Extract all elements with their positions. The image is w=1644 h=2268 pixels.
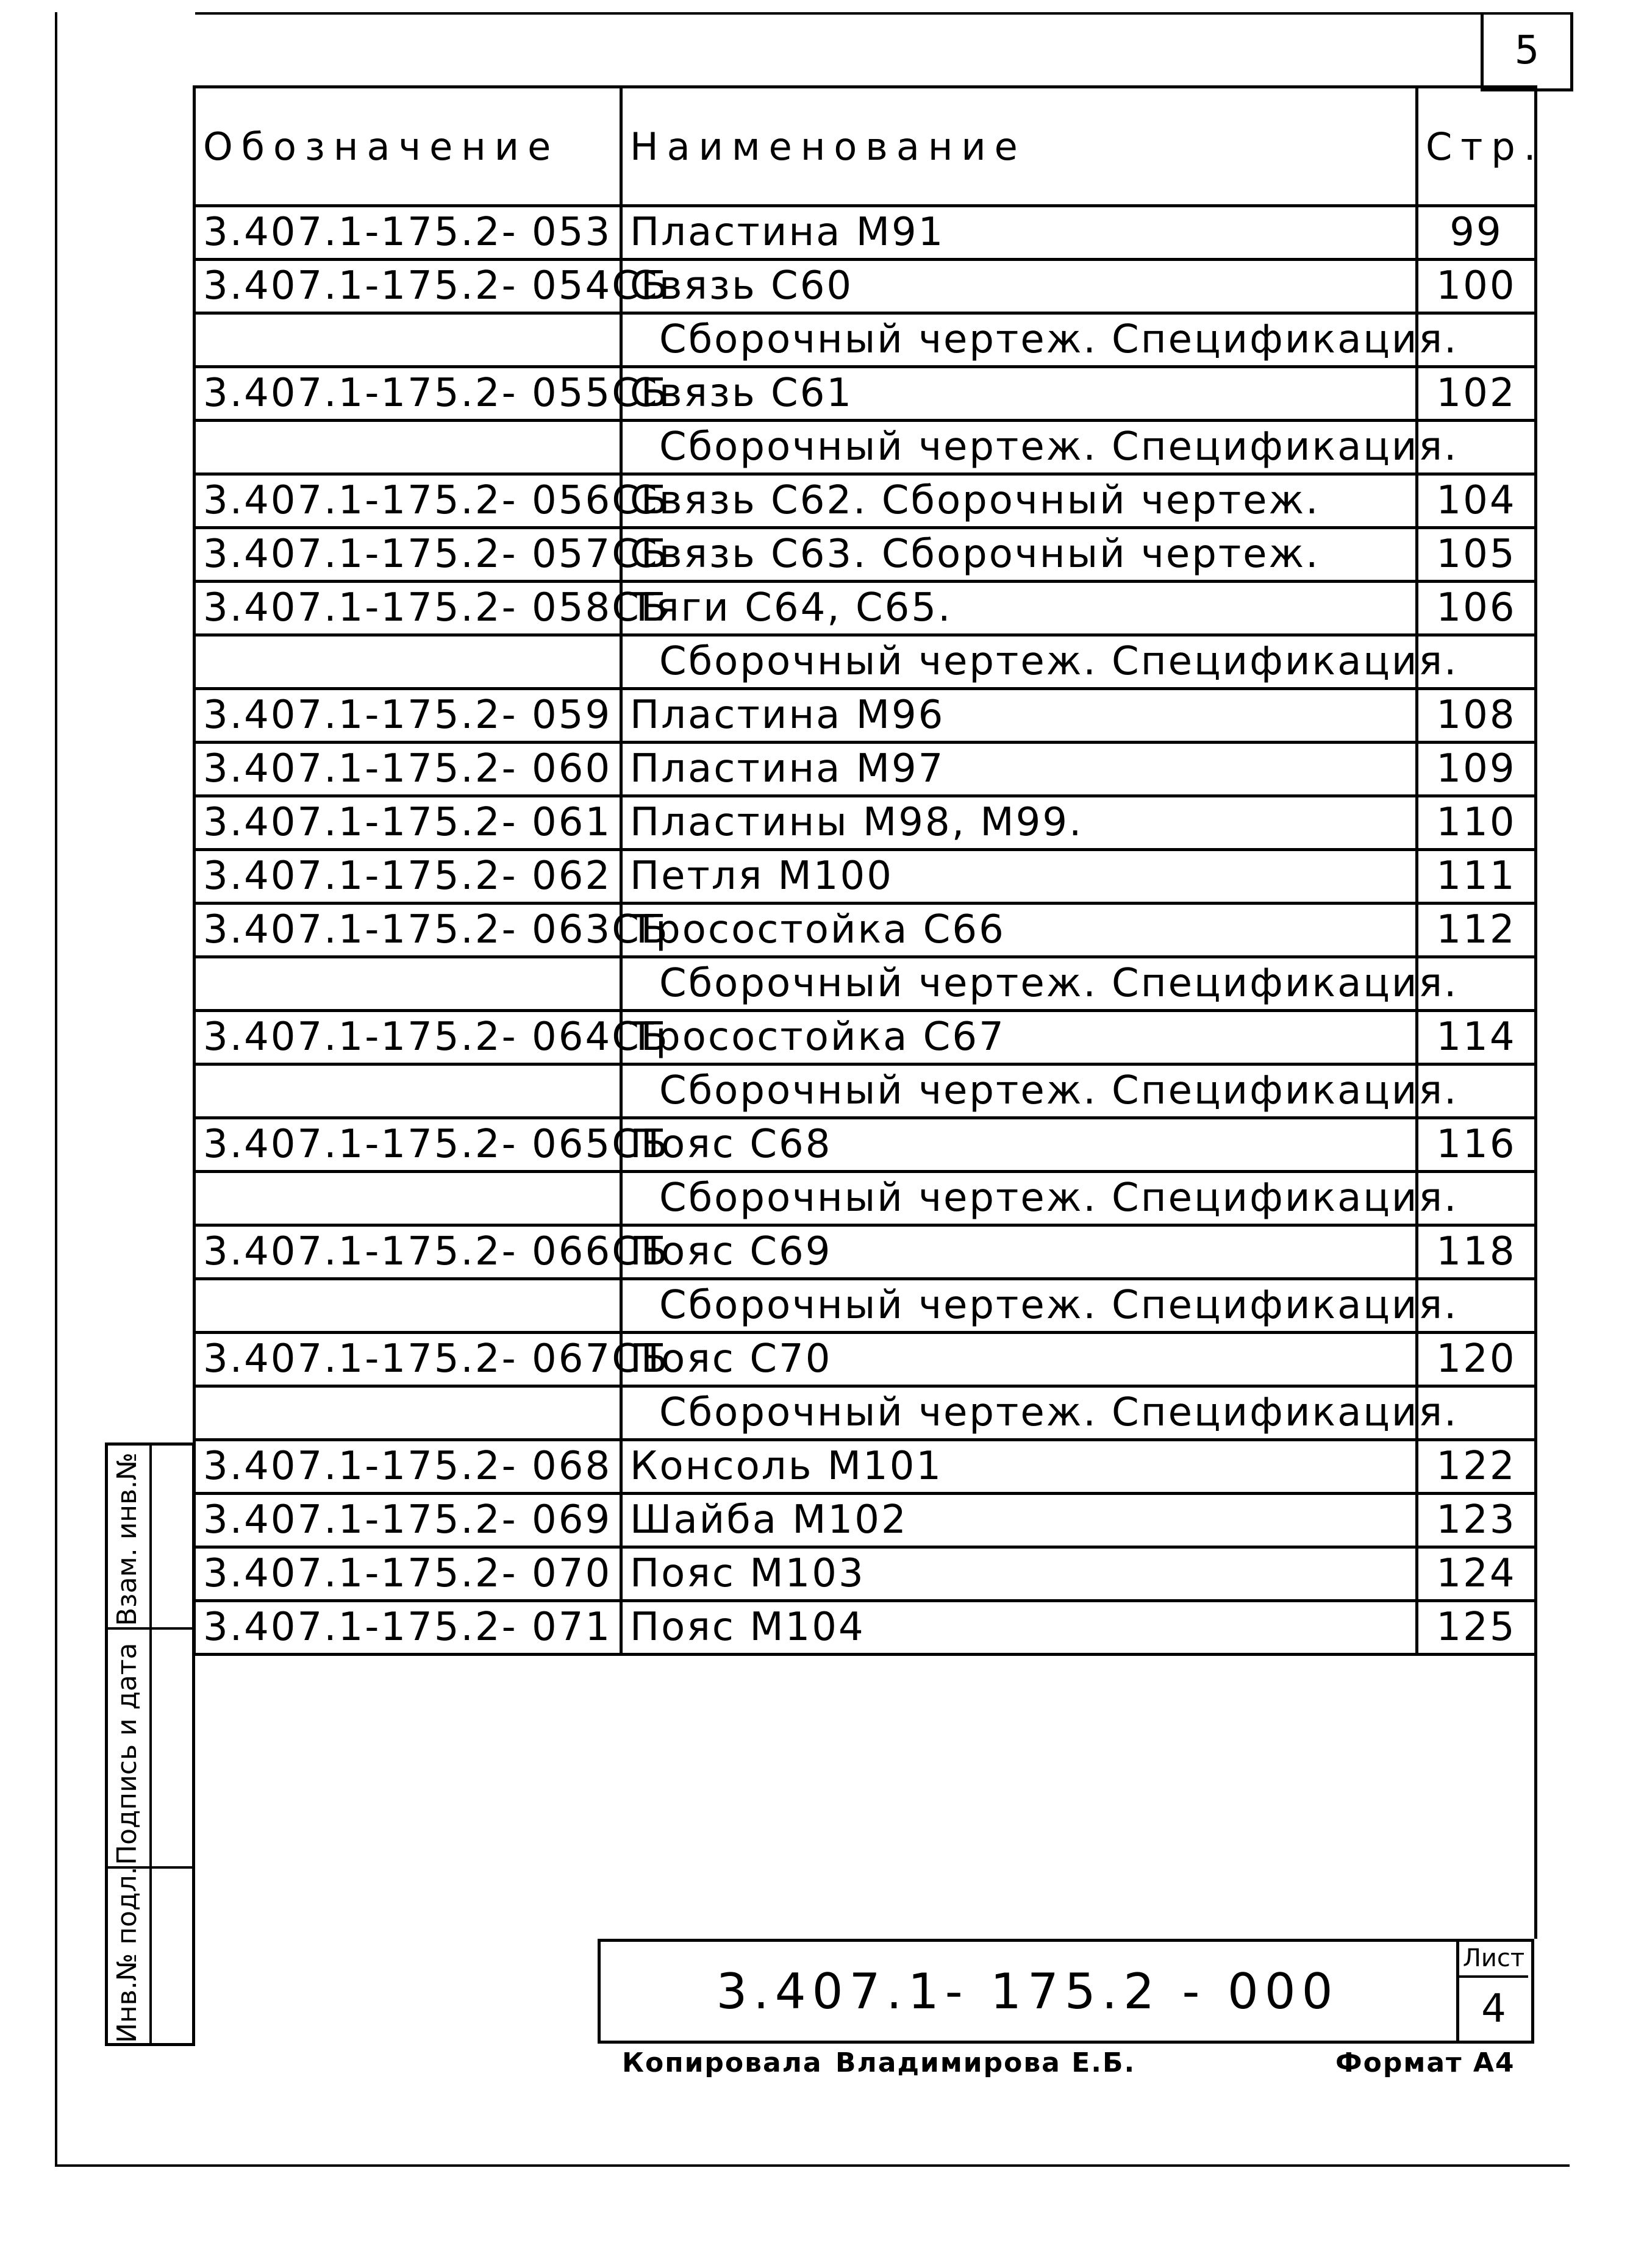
- row-page: 116: [1417, 1118, 1536, 1172]
- row-designation: [195, 957, 621, 1011]
- document-code: 3.407.1- 175.2 - 000: [716, 1963, 1339, 2020]
- table-row: [195, 1172, 1536, 1225]
- table-row: [195, 1279, 1536, 1333]
- row-page: 105: [1417, 528, 1536, 582]
- side-stamp-strip: [105, 1442, 195, 2046]
- page-number: 5: [1481, 12, 1573, 91]
- row-name: Петля М100: [621, 850, 1417, 904]
- table-row: [195, 1440, 1536, 1494]
- row-name: Сборочный чертеж. Спецификация.: [621, 635, 1417, 689]
- contents-table: [193, 85, 1545, 1656]
- row-designation: 3.407.1-175.2- 063СБ: [195, 904, 621, 957]
- row-designation: 3.407.1-175.2- 068: [195, 1440, 621, 1494]
- table-row: [195, 957, 1536, 1011]
- row-name: Пластина М97: [621, 743, 1417, 796]
- row-name: Тросостойка С66: [621, 904, 1417, 957]
- table-row: [195, 743, 1536, 796]
- table-row: [195, 1386, 1536, 1440]
- sheet-label: Лист: [1459, 1942, 1528, 1978]
- row-name: Сборочный чертеж. Спецификация.: [621, 1279, 1417, 1333]
- side-label-inv-replace: Взам. инв.№: [112, 1452, 143, 1626]
- row-page: 122: [1417, 1440, 1536, 1494]
- table-row: [195, 367, 1536, 421]
- row-designation: 3.407.1-175.2- 062: [195, 850, 621, 904]
- row-name: Шайба М102: [621, 1494, 1417, 1547]
- table-row: [195, 313, 1536, 367]
- row-name: Пояс С68: [621, 1118, 1417, 1172]
- row-designation: [195, 635, 621, 689]
- table-header-row: [195, 87, 1536, 206]
- header-name: Наименование: [621, 87, 1417, 206]
- side-label-sign-date: Подпись и дата: [112, 1642, 143, 1865]
- row-designation: 3.407.1-175.2- 056СБ: [195, 474, 621, 528]
- sheet-cell: [1456, 1942, 1531, 2041]
- table-row: [195, 421, 1536, 474]
- row-name: Сборочный чертеж. Спецификация.: [621, 421, 1417, 474]
- row-designation: 3.407.1-175.2- 054СБ: [195, 260, 621, 313]
- row-designation: 3.407.1-175.2- 058СБ: [195, 582, 621, 635]
- table-row: [195, 1333, 1536, 1386]
- table-row: [195, 689, 1536, 743]
- table-row: [195, 260, 1536, 313]
- row-name: Пояс М103: [621, 1547, 1417, 1601]
- row-name: Связь С63. Сборочный чертеж.: [621, 528, 1417, 582]
- row-name: Консоль М101: [621, 1440, 1417, 1494]
- row-designation: [195, 1279, 621, 1333]
- table-row: [195, 904, 1536, 957]
- header-designation: Обозначение: [195, 87, 621, 206]
- row-designation: 3.407.1-175.2- 069: [195, 1494, 621, 1547]
- format-label: Формат А4: [1335, 2047, 1515, 2078]
- row-name: Связь С61: [621, 367, 1417, 421]
- table-row: [195, 528, 1536, 582]
- row-page: 120: [1417, 1333, 1536, 1386]
- row-page: 100: [1417, 260, 1536, 313]
- row-designation: 3.407.1-175.2- 060: [195, 743, 621, 796]
- table-row: [195, 1011, 1536, 1064]
- row-designation: 3.407.1-175.2- 057СБ: [195, 528, 621, 582]
- row-name: Тяги С64, С65.: [621, 582, 1417, 635]
- table-row: [195, 206, 1536, 260]
- row-name: Пояс С70: [621, 1333, 1417, 1386]
- strip-divider: [149, 1446, 152, 2043]
- row-page: 110: [1417, 796, 1536, 850]
- row-name: Связь С62. Сборочный чертеж.: [621, 474, 1417, 528]
- row-name: Пластины М98, М99.: [621, 796, 1417, 850]
- row-name: Пояс С69: [621, 1225, 1417, 1279]
- row-designation: [195, 1386, 621, 1440]
- row-name: Пластина М91: [621, 206, 1417, 260]
- top-border-line: [195, 12, 1573, 15]
- row-designation: 3.407.1-175.2- 061: [195, 796, 621, 850]
- copied-label: Копировала: [622, 2047, 823, 2078]
- table-row: [195, 474, 1536, 528]
- table-row: [195, 1118, 1536, 1172]
- row-page: 109: [1417, 743, 1536, 796]
- row-page: 106: [1417, 582, 1536, 635]
- side-label-inv-orig: Инв.№ подл.: [112, 1866, 143, 2043]
- row-designation: [195, 1172, 621, 1225]
- row-designation: 3.407.1-175.2- 071: [195, 1601, 621, 1655]
- row-designation: 3.407.1-175.2- 053: [195, 206, 621, 260]
- row-designation: 3.407.1-175.2- 066СБ: [195, 1225, 621, 1279]
- row-designation: [195, 1064, 621, 1118]
- row-name: Сборочный чертеж. Спецификация.: [621, 1064, 1417, 1118]
- table-row: [195, 1601, 1536, 1655]
- row-page: 99: [1417, 206, 1536, 260]
- row-designation: 3.407.1-175.2- 059: [195, 689, 621, 743]
- row-page: 111: [1417, 850, 1536, 904]
- title-block: [598, 1939, 1534, 2044]
- sheet-number: 4: [1481, 1986, 1506, 2031]
- row-name: Сборочный чертеж. Спецификация.: [621, 313, 1417, 367]
- row-designation: 3.407.1-175.2- 055СБ: [195, 367, 621, 421]
- copied-by: Владимирова Е.Б.: [835, 2047, 1136, 2078]
- row-page: 123: [1417, 1494, 1536, 1547]
- table-row: [195, 635, 1536, 689]
- row-page: 112: [1417, 904, 1536, 957]
- row-page: 108: [1417, 689, 1536, 743]
- row-name: Сборочный чертеж. Спецификация.: [621, 1172, 1417, 1225]
- row-designation: 3.407.1-175.2- 067СБ: [195, 1333, 621, 1386]
- row-page: 114: [1417, 1011, 1536, 1064]
- table-row: [195, 1225, 1536, 1279]
- contents-table-body: [195, 206, 1536, 1655]
- header-page: Стр.: [1417, 87, 1536, 206]
- table-row: [195, 582, 1536, 635]
- table-row: [195, 796, 1536, 850]
- row-name: Тросостойка С67: [621, 1011, 1417, 1064]
- right-frame-line: [1534, 85, 1537, 1939]
- row-page: 124: [1417, 1547, 1536, 1601]
- table-row: [195, 1547, 1536, 1601]
- row-name: Пластина М96: [621, 689, 1417, 743]
- table-row: [195, 850, 1536, 904]
- strip-divider: [108, 1627, 192, 1630]
- row-name: Сборочный чертеж. Спецификация.: [621, 957, 1417, 1011]
- row-designation: 3.407.1-175.2- 064СБ: [195, 1011, 621, 1064]
- row-name: Пояс М104: [621, 1601, 1417, 1655]
- row-designation: [195, 313, 621, 367]
- row-page: 104: [1417, 474, 1536, 528]
- row-designation: 3.407.1-175.2- 070: [195, 1547, 621, 1601]
- row-page: 118: [1417, 1225, 1536, 1279]
- row-designation: 3.407.1-175.2- 065СБ: [195, 1118, 621, 1172]
- row-name: Связь С60: [621, 260, 1417, 313]
- row-name: Сборочный чертеж. Спецификация.: [621, 1386, 1417, 1440]
- table-row: [195, 1494, 1536, 1547]
- row-designation: [195, 421, 621, 474]
- row-page: 125: [1417, 1601, 1536, 1655]
- row-page: 102: [1417, 367, 1536, 421]
- table-row: [195, 1064, 1536, 1118]
